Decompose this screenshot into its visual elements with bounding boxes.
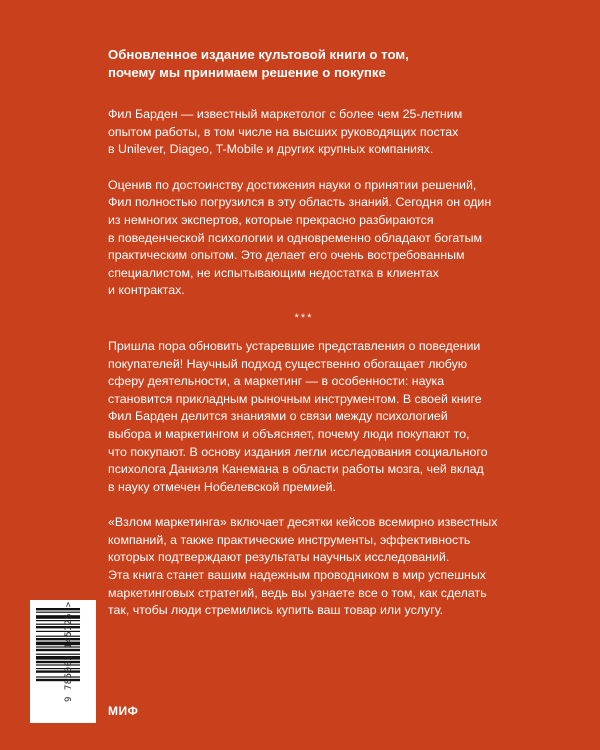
author-bio-paragraph: Фил Барден — известный маркетолог с более чем 25-летним опытом работы, в том числе на высших руководящих постах в Unilever, Diageo, T-Mobile и других крупных компаниях. [108, 107, 463, 157]
isbn-number: 9 785002 145126 > [64, 601, 74, 702]
publisher-logo: МИФ [108, 704, 139, 718]
isbn-barcode [30, 600, 96, 723]
book-content-paragraph: «Взлом маркетинга» включает десятки кейсов всемирно известных компаний, а также практические инструменты, эффективность которых подтверждают результаты научных исследований. Эта книга станет вашим надежным проводником в мир успешных маркетинговых стратегий, ведь вы узнаете все о том, как сделать так, чтобы люди стремились купить ваш товар или услугу. [108, 515, 498, 618]
section-separator: *** [294, 311, 314, 324]
expertise-paragraph: Оценив по достоинству достижения науки о принятии решений, Фил полностью погрузился в эту область знаний. Сегодня он один из немногих экспертов, которые прекрасно разбираются в поведенческой психологии и одновременно обладают богатым практическим опытом. Это делает его очень востребованным специалистом, не испытывающим недостатка в клиентах и контрактах. [108, 177, 492, 298]
barcode-icon [30, 600, 96, 723]
cover-text-block [108, 46, 528, 638]
headline: Обновленное издание культовой книги о том, почему мы принимаем решение о покупке [108, 47, 409, 80]
book-description-paragraph: Пришла пора обновить устаревшие представления о поведении покупателей! Научный подход существенно обогащает любую сферу деятельности, а маркетинг — в особенности: наука становится прикладным рыночным инструментом. В своей книге Фил Барден делится знаниями о связи между психологией выбора и маркетингом и объясняет, почему люди покупают то, что покупают. В основу издания легли исследования социального психолога Даниэля Канемана в области работы мозга, чей вклад в науку отмечен Нобелевской премией. [108, 338, 488, 494]
